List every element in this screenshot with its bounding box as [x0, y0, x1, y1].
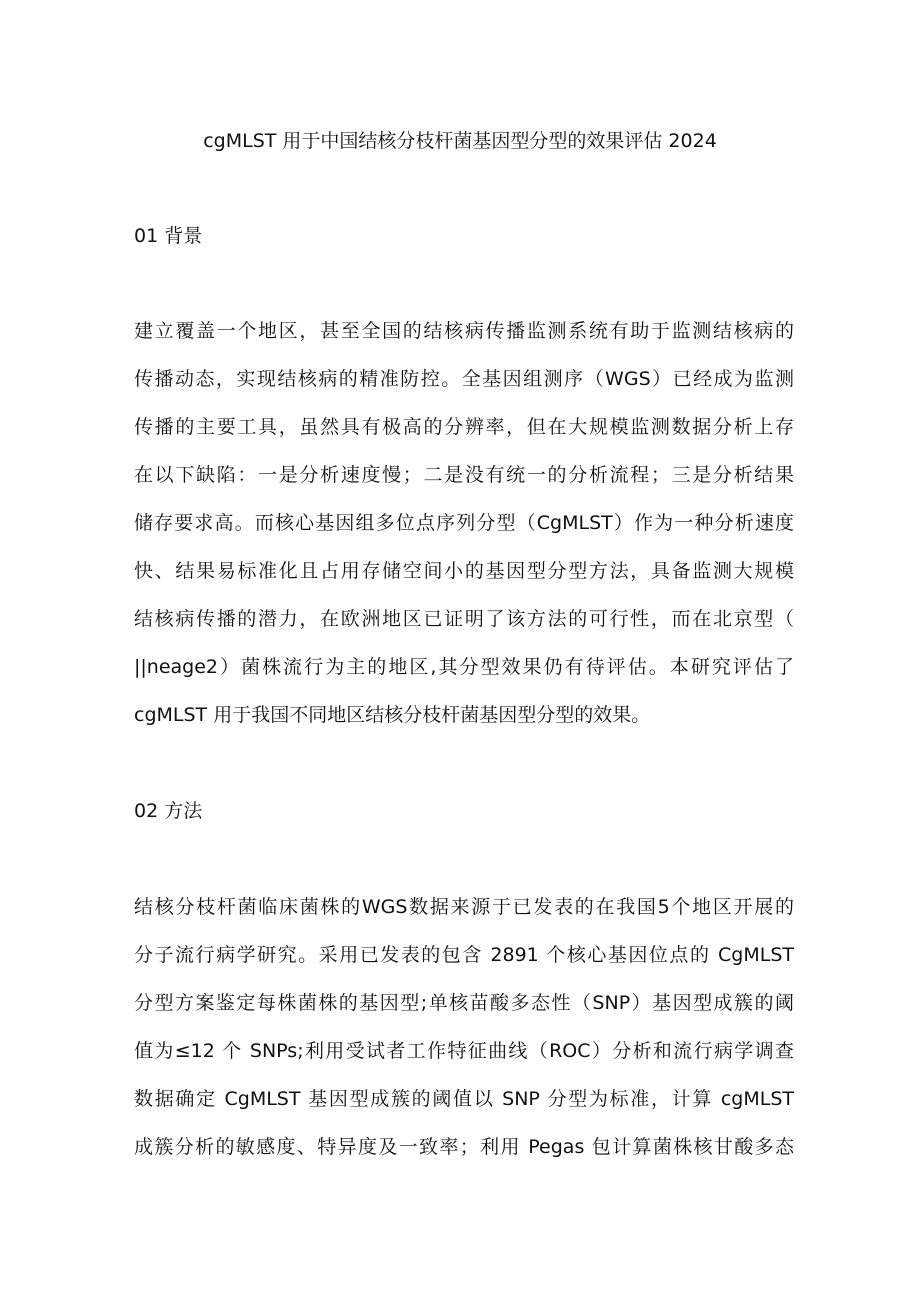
paragraph-line: 储存要求高。而核心基因组多位点序列分型（CgMLST）作为一种分析速度	[134, 512, 794, 534]
paragraph-line: 分型方案鉴定每株菌株的基因型;单核苗酸多态性（SNP）基因型成簇的阈	[134, 992, 794, 1014]
paragraph-line: 传播的主要工具，虽然具有极高的分辨率，但在大规模监测数据分析上存	[134, 416, 794, 438]
background-paragraph	[134, 318, 794, 750]
paragraph-line: 成簇分析的敏感度、特异度及一致率；利用 Pegas 包计算菌株核甘酸多态	[134, 1136, 794, 1158]
section-heading-background: 01 背景	[134, 225, 203, 247]
document-title: cgMLST 用于中国结核分枝杆菌基因型分型的效果评估 2024	[203, 130, 717, 152]
paragraph-line: 快、结果易标准化且占用存储空间小的基因型分型方法，具备监测大规模	[134, 560, 794, 582]
paragraph-line: 结核病传播的潜力，在欧洲地区已证明了该方法的可行性，而在北京型（	[134, 608, 794, 630]
paragraph-line: 传播动态，实现结核病的精准防控。全基因组测序（WGS）已经成为监测	[134, 368, 794, 390]
paragraph-line: 建立覆盖一个地区，甚至全国的结核病传播监测系统有助于监测结核病的	[134, 320, 794, 342]
paragraph-line: ||neage2）菌株流行为主的地区,其分型效果仍有待评估。本研究评估了	[134, 656, 794, 678]
section-heading-methods: 02 方法	[134, 800, 203, 822]
paragraph-line: 分子流行病学研究。采用已发表的包含 2891 个核心基因位点的 CgMLST	[134, 944, 794, 966]
paragraph-line: 数据确定 CgMLST 基因型成簇的阈值以 SNP 分型为标准，计算 cgMLST	[134, 1088, 794, 1110]
paragraph-line: 值为≤12 个 SNPs;利用受试者工作特征曲线（ROC）分析和流行病学调查	[134, 1040, 794, 1062]
paragraph-line: 在以下缺陷：一是分析速度慢；二是没有统一的分析流程；三是分析结果	[134, 464, 794, 486]
paragraph-line: 结核分枝杆菌临床菌株的WGS数据来源于已发表的在我国5个地区开展的	[134, 896, 794, 918]
methods-paragraph	[134, 894, 794, 1182]
paragraph-line: cgMLST 用于我国不同地区结核分枝杆菌基因型分型的效果。	[134, 704, 651, 726]
